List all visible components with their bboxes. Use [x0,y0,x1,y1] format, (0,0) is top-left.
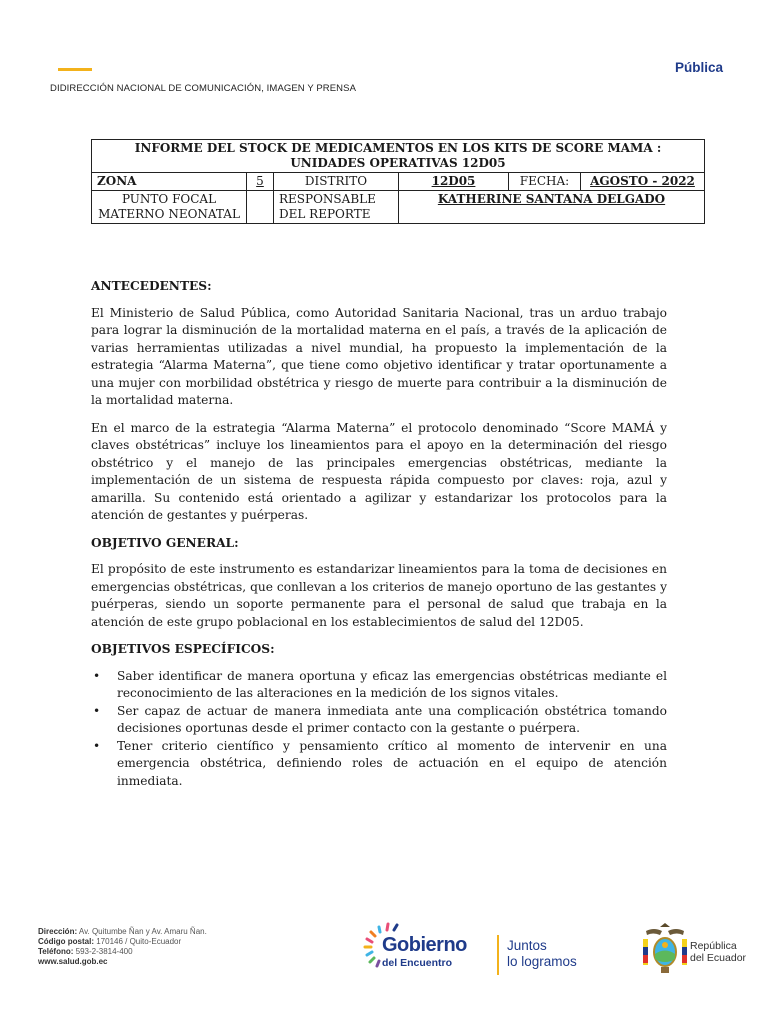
list-item-text: Saber identificar de manera oportuna y eficaz las emergencias obstétricas mediante el reconocimiento de las alteraciones en la medición de los signos vitales. [117,668,667,700]
zona-label: ZONA [92,173,247,191]
slogan-line-1: Juntos [507,938,547,953]
postal-label: Código postal: [38,937,94,946]
list-item [93,668,667,703]
list-item-text: Ser capaz de actuar de manera inmediata ante una complicación obstétrica tomando decisiones oportunas desde el primer contacto con la gestante o puérpera. [117,703,667,735]
list-item [93,738,667,791]
responsable-value-text: KATHERINE SANTANA DELGADO [437,192,666,206]
fecha-label: FECHA: [509,173,581,191]
distrito-value-text: 12D05 [431,174,476,188]
report-body [91,278,667,790]
coat-of-arms-icon [640,921,690,977]
objetivos-especificos-heading: OBJETIVOS ESPECÍFICOS: [91,642,275,656]
fecha-value [581,173,705,191]
report-info-table [91,139,705,224]
slogan-line-2: lo logramos [507,953,577,969]
gobierno-subtitle: del Encuentro [382,957,453,969]
list-item-text: Tener criterio científico y pensamiento crítico al momento de intervenir en una emergencia obstétrica, definiendo roles de actuación en el equipo de atención inmediata. [117,738,667,788]
empty-cell [247,191,274,224]
address-label: Dirección: [38,927,78,936]
bullet-icon: • [93,668,101,683]
logo-divider [497,935,499,975]
antecedentes-paragraph-2: En el marco de la estrategia “Alarma Materna” el protocolo denominado “Score MAMÁ y claves obstétricas” incluye los lineamientos para el apoyo en la determinación del riesgo obstétrico y el manejo de las principales emergencias obstétricas, mediante la implementación de un sistema de respuesta rápida compuesto por claves: roja, azul y amarilla. Su contenido está orientado a agilizar y estandarizar los protocolos para la atención de gestantes y puérperas. [91,420,667,522]
antecedentes-paragraph-1: El Ministerio de Salud Pública, como Autoridad Sanitaria Nacional, tras un arduo trabajo para lograr la disminución de la mortalidad materna en el país, a través de la aplicación de varias herramientas utilizadas a nivel mundial, ha propuesto la implementación de la estrategia “Alarma Materna”, que tiene como objetivo identificar y tratar oportunamente a una mujer con morbilidad obstétrica y riesgo de muerte para contribuir a la disminución de la mortalidad materna. [91,305,667,407]
header-accent-line [58,68,92,71]
list-item [93,703,667,738]
antecedentes-heading: ANTECEDENTES: [91,279,212,293]
republica-wordmark [690,941,746,964]
postal-value: 170146 / Quito-Ecuador [94,937,182,946]
phone-line [38,947,207,957]
website-line [38,957,207,967]
objetivo-general-heading: OBJETIVO GENERAL: [91,535,239,550]
website-text: www.salud.gob.ec [38,957,108,966]
distrito-label: DISTRITO [274,173,399,191]
slogan [507,938,577,969]
punto-focal-label: PUNTO FOCAL MATERNO NEONATAL [92,191,247,224]
zona-value [247,173,274,191]
bullet-icon: • [93,738,101,753]
zona-value-text: 5 [256,174,264,188]
distrito-value [399,173,509,191]
footer-contact-info [38,927,207,967]
table-row [92,173,705,191]
bullet-icon: • [93,703,101,718]
responsable-value [399,191,705,224]
phone-label: Teléfono: [38,947,74,956]
table-row [92,191,705,224]
objetivos-especificos-list [91,668,667,791]
department-name: DIDIRECCIÓN NACIONAL DE COMUNICACIÓN, IMAGEN Y PRENSA [50,83,357,94]
republica-line-2: del Ecuador [690,951,747,964]
address-line [38,927,207,937]
fecha-value-text: AGOSTO - 2022 [590,174,695,188]
report-title: INFORME DEL STOCK DE MEDICAMENTOS EN LOS KITS DE SCORE MAMA : UNIDADES OPERATIVAS 12D05 [92,140,705,173]
republica-line-1: República [690,940,737,952]
gobierno-wordmark: Gobierno [382,934,467,956]
responsable-label: RESPONSABLE DEL REPORTE [274,191,399,224]
objetivo-general-paragraph: El propósito de este instrumento es estandarizar lineamientos para la toma de decisiones en emergencias obstétricas, que conllevan a los criterios de manejo oportuno de las gestantes y puérperas, siendo un soporte permanente para el personal de salud que trabaja en la atención de este grupo poblacional en los establecimientos de salud del 12D05. [91,562,667,629]
address-value: Av. Quitumbe Ñan y Av. Amaru Ñan. [77,927,207,936]
postal-line [38,937,207,947]
phone-value: 593-2-3814-400 [73,947,133,956]
classification-label: Pública [674,60,723,75]
table-row [92,140,705,173]
